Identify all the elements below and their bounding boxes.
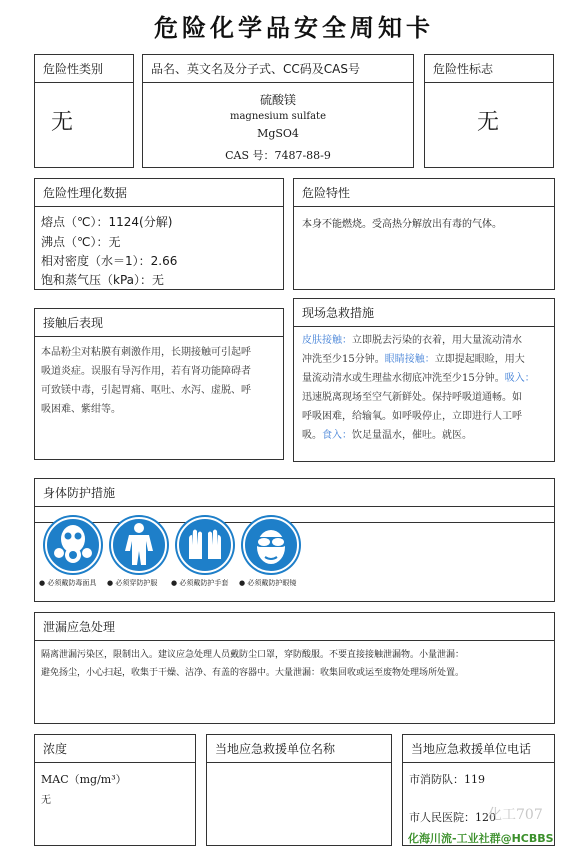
identity-label: 品名、英文名及分子式、CC码及CAS号 bbox=[143, 55, 413, 83]
protective-suit-icon bbox=[109, 515, 169, 575]
cn-name: 硫酸镁 bbox=[259, 93, 296, 107]
physchem-line: 熔点（℃）：1124(分解) bbox=[41, 215, 173, 229]
skin-tag: 皮肤接触： bbox=[302, 335, 352, 346]
goggles-caption: ● 必须戴防护眼镜 bbox=[239, 579, 297, 587]
contact-line: 可致镁中毒，引起胃痛、呕吐、水泻、虚脱、呼 bbox=[41, 385, 251, 396]
protect-label: 身体防护措施 bbox=[35, 479, 554, 507]
contact-line: 本品粉尘对粘膜有刺激作用，长期接触可引起呼 bbox=[41, 347, 251, 358]
goggles-icon bbox=[241, 515, 301, 575]
hazard-mark-label: 危险性标志 bbox=[425, 55, 553, 83]
gas-mask-caption: ● 必须戴防毒面具 bbox=[39, 579, 97, 587]
rescue-name-label: 当地应急救援单位名称 bbox=[207, 735, 391, 763]
contact-line: 吸困难、紫绀等。 bbox=[41, 404, 121, 415]
mac-value: 无 bbox=[41, 795, 51, 806]
skin-text2: 冲洗至少15分钟。 bbox=[302, 354, 385, 365]
mac-label: MAC（mg/m³） bbox=[41, 773, 127, 786]
eye-text: 立即提起眼睑，用大 bbox=[434, 354, 525, 365]
firstaid-line bbox=[302, 426, 472, 446]
physchem-line: 相对密度（水＝1）：2.66 bbox=[41, 254, 178, 268]
leak-label: 泄漏应急处理 bbox=[35, 613, 554, 641]
en-name: magnesium sulfate bbox=[229, 111, 326, 122]
firstaid-line: 迅速脱离现场至空气新鲜处。保持呼吸道通畅。如 bbox=[302, 392, 522, 403]
ing-tag: 食入： bbox=[322, 430, 352, 441]
contact-box bbox=[34, 308, 284, 460]
hospital-phone: 市人民医院：120 bbox=[409, 811, 496, 824]
hazard-class-label: 危险性类别 bbox=[35, 55, 133, 83]
hazard-prop-label: 危险特性 bbox=[294, 179, 554, 207]
firstaid-line bbox=[302, 350, 525, 370]
leak-line: 隔离泄漏污染区，限制出入。建议应急处理人员戴防尘口罩，穿防酸服。不要直接接触泄漏物。小量泄漏： bbox=[41, 650, 465, 660]
eye-text2: 量流动清水或生理盐水彻底冲洗至少15分钟。 bbox=[302, 373, 505, 384]
hazard-prop-text: 本身不能燃烧。受高热分解放出有毒的气体。 bbox=[302, 219, 502, 230]
firstaid-line bbox=[302, 331, 522, 351]
hazard-class-box bbox=[34, 54, 134, 168]
firstaid-line: 呼吸困难，给输氧。如呼吸停止，立即进行人工呼 bbox=[302, 411, 522, 422]
formula bbox=[143, 127, 413, 140]
physchem-box bbox=[34, 178, 284, 290]
ing-text: 饮足量温水，催吐。就医。 bbox=[352, 430, 472, 441]
formula-text: MgSO4 bbox=[257, 127, 299, 140]
skin-text: 立即脱去污染的衣着，用大量流动清水 bbox=[352, 335, 522, 346]
physchem-line: 饱和蒸气压（kPa）：无 bbox=[41, 273, 165, 287]
hazard-mark-box bbox=[424, 54, 554, 168]
hazard-class-value: 无 bbox=[51, 110, 74, 135]
fire-phone: 市消防队：119 bbox=[409, 773, 485, 786]
hazard-mark-value: 无 bbox=[477, 110, 500, 135]
rescue-phone-label: 当地应急救援单位电话 bbox=[403, 735, 554, 763]
firstaid-box bbox=[293, 298, 555, 462]
gloves-caption: ● 必须戴防护手套 bbox=[171, 579, 229, 587]
firstaid-line bbox=[302, 369, 535, 389]
physchem-line: 沸点（℃）：无 bbox=[41, 235, 121, 249]
physchem-label: 危险性理化数据 bbox=[35, 179, 283, 207]
gas-mask-icon bbox=[43, 515, 103, 575]
gloves-icon bbox=[175, 515, 235, 575]
watermark-line1: 化工707 bbox=[488, 807, 543, 823]
inh-text3: 吸。 bbox=[302, 430, 322, 441]
concentration-box bbox=[34, 734, 196, 846]
concentration-label: 浓度 bbox=[35, 735, 195, 763]
eye-tag: 眼睛接触： bbox=[384, 354, 435, 365]
contact-line: 吸道炎症。误服有导泻作用，若有肾功能障碍者 bbox=[41, 366, 251, 377]
identity-box bbox=[142, 54, 414, 168]
watermark-line2: 化海川流-工业社群@HCBBS bbox=[408, 832, 554, 845]
leak-line: 避免扬尘，小心扫起，收集于干燥、洁净、有盖的容器中。大量泄漏：收集回收或运至废物处理场所处置。 bbox=[41, 668, 465, 678]
protect-box bbox=[34, 478, 555, 602]
card-title: 危险化学品安全周知卡 bbox=[154, 14, 434, 42]
firstaid-label: 现场急救措施 bbox=[294, 299, 554, 327]
inh-tag: 吸入： bbox=[504, 373, 535, 384]
cas-number: CAS 号：7487-88-9 bbox=[225, 149, 331, 162]
hazard-prop-box bbox=[293, 178, 555, 290]
rescue-name-box bbox=[206, 734, 392, 846]
contact-label: 接触后表现 bbox=[35, 309, 283, 337]
protective-suit-caption: ● 必须穿防护服 bbox=[107, 579, 158, 587]
leak-box bbox=[34, 612, 555, 724]
